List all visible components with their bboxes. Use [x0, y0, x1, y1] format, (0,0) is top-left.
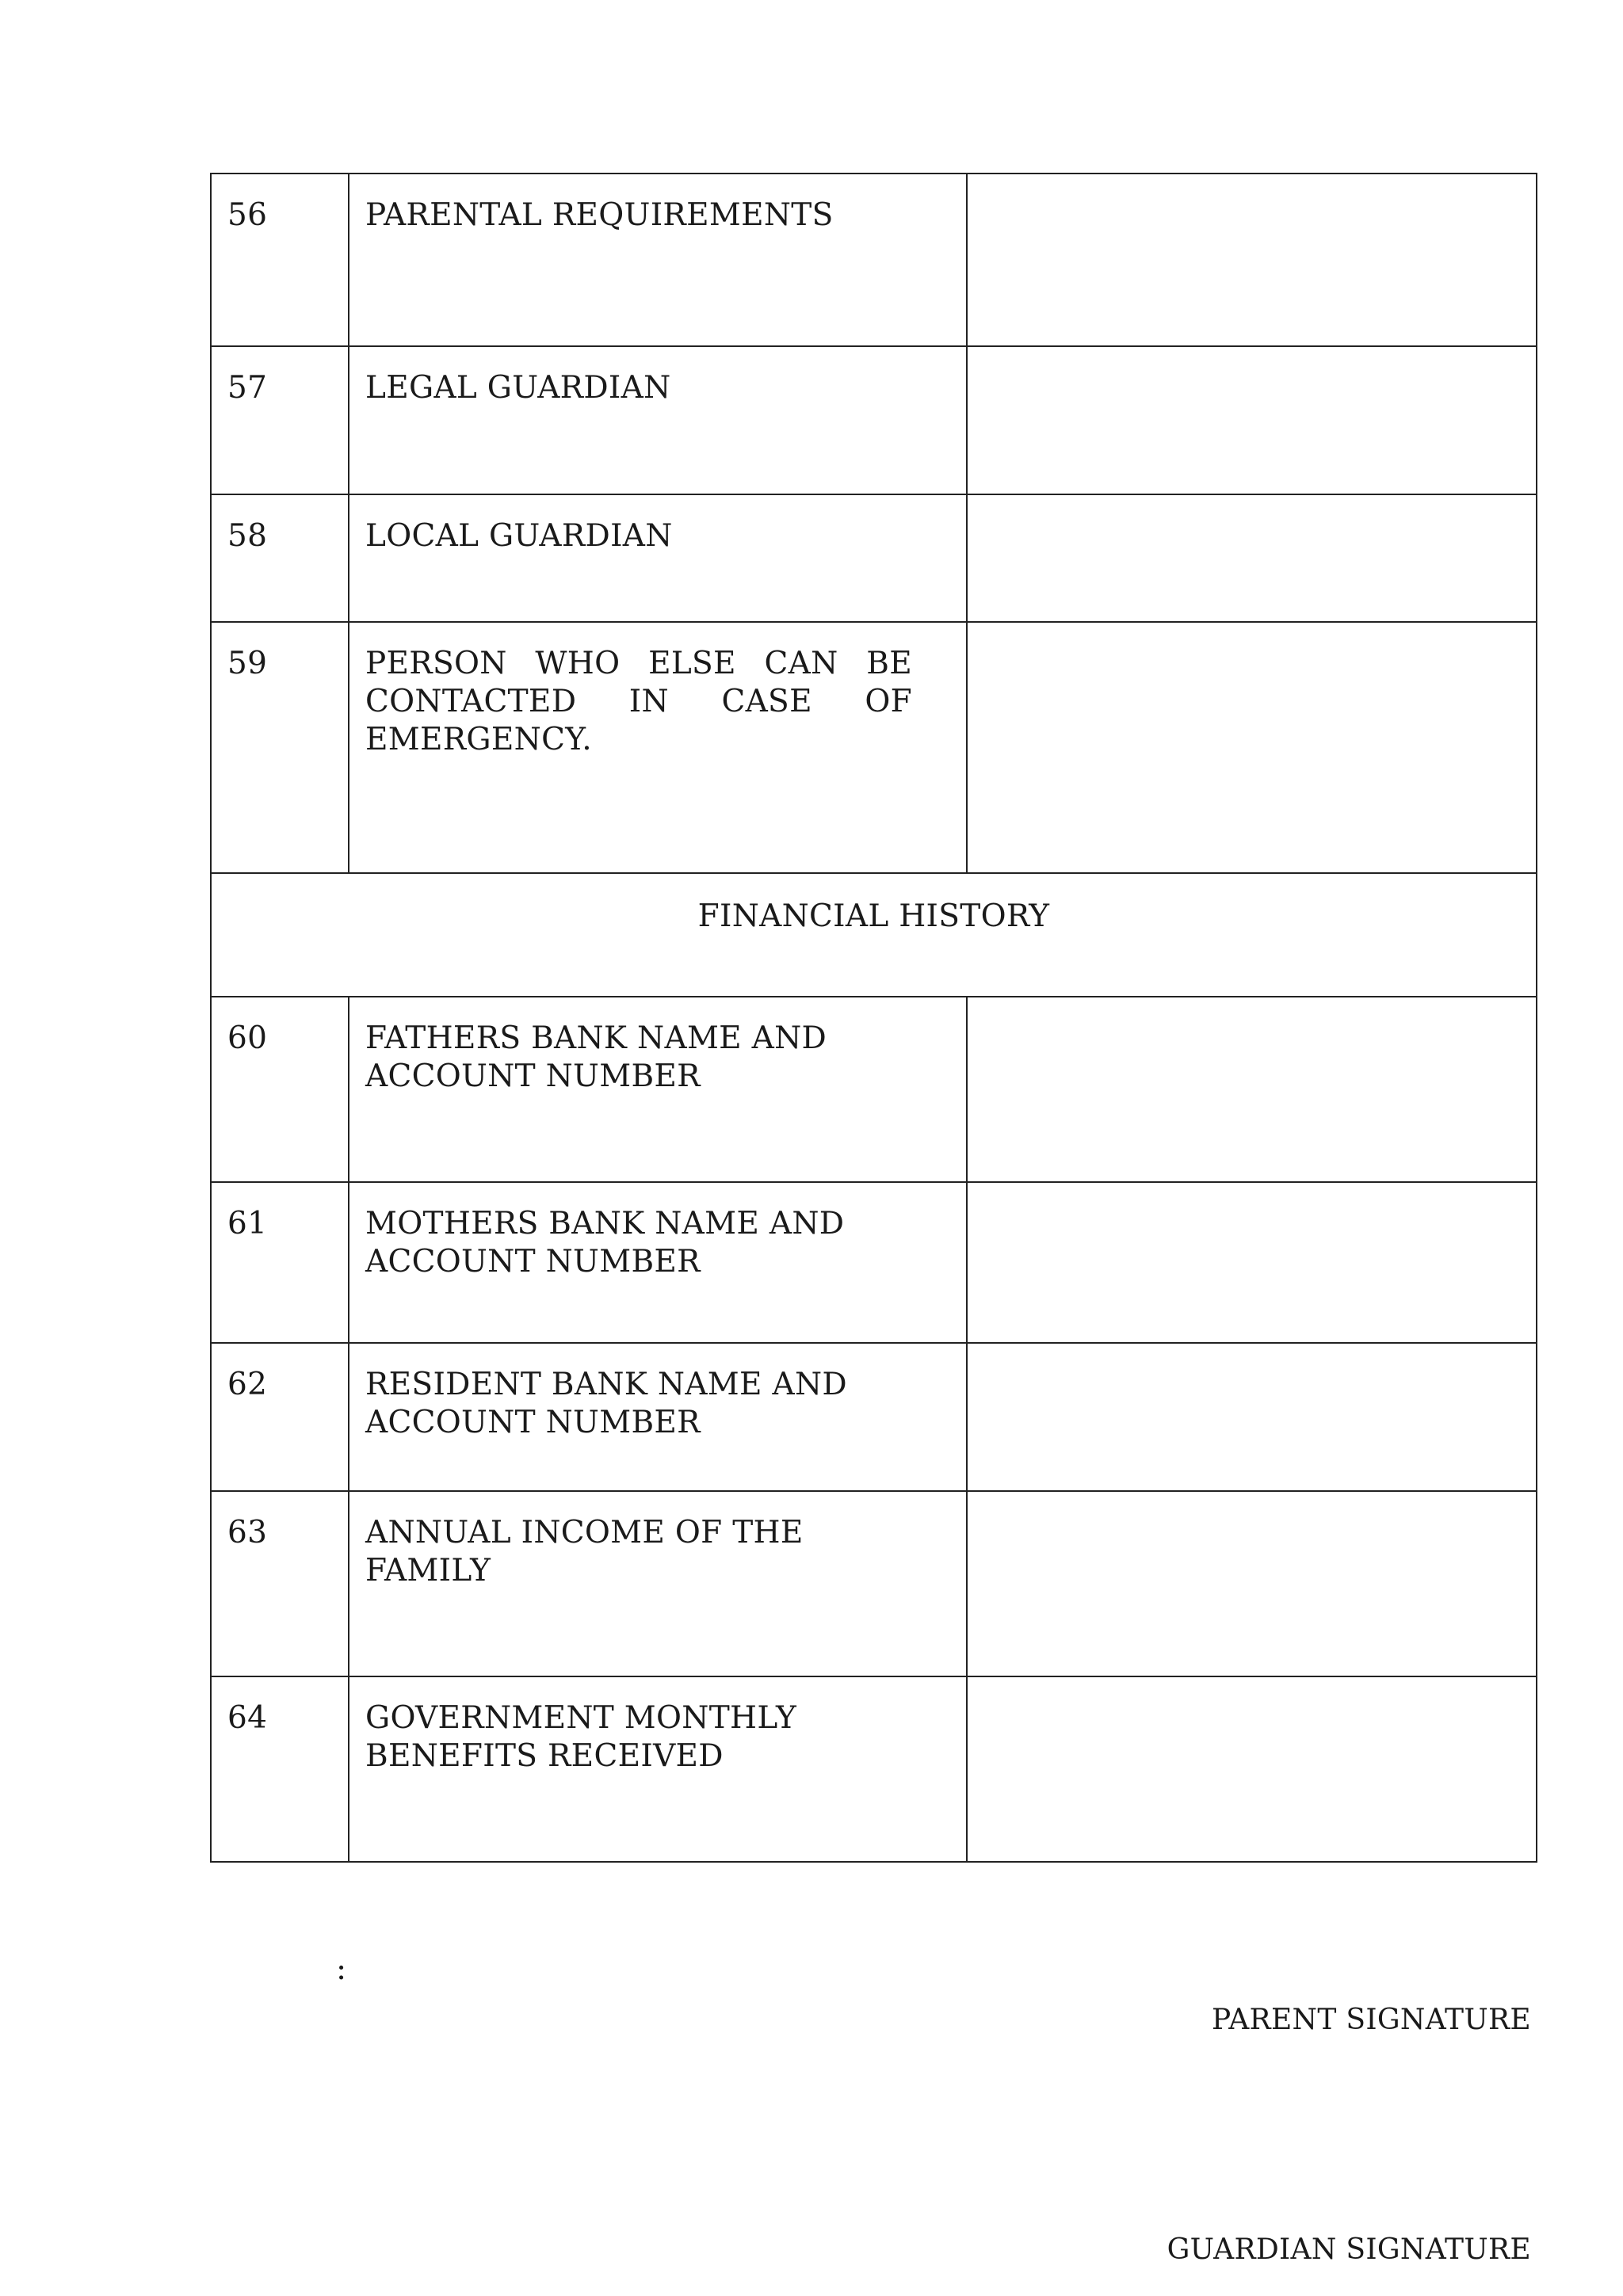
- row-label: LEGAL GUARDIAN: [349, 346, 967, 494]
- guardian-signature-label: GUARDIAN SIGNATURE: [1167, 2233, 1531, 2266]
- row-value-field[interactable]: [967, 346, 1537, 494]
- row-value-field[interactable]: [967, 174, 1537, 346]
- row-number: 59: [211, 622, 349, 873]
- row-number: 60: [211, 997, 349, 1182]
- section-heading: FINANCIAL HISTORY: [211, 873, 1537, 997]
- row-number: 61: [211, 1182, 349, 1343]
- row-label: MOTHERS BANK NAME AND ACCOUNT NUMBER: [349, 1182, 967, 1343]
- row-number: 62: [211, 1343, 349, 1491]
- row-label: PERSON WHO ELSE CAN BE CONTACTED IN CASE OF EMERGENCY.: [349, 622, 967, 873]
- row-value-field[interactable]: [967, 1182, 1537, 1343]
- parent-signature-label: PARENT SIGNATURE: [1212, 2004, 1531, 2036]
- row-value-field[interactable]: [967, 494, 1537, 622]
- table-row: [211, 997, 1537, 1182]
- table-row: [211, 1182, 1537, 1343]
- row-number: 63: [211, 1491, 349, 1676]
- table-row: [211, 622, 1537, 873]
- colon-mark: :: [336, 1951, 347, 1987]
- row-number: 58: [211, 494, 349, 622]
- row-label: ANNUAL INCOME OF THE FAMILY: [349, 1491, 967, 1676]
- row-label: GOVERNMENT MONTHLY BENEFITS RECEIVED: [349, 1676, 967, 1862]
- row-value-field[interactable]: [967, 1343, 1537, 1491]
- row-value-field[interactable]: [967, 622, 1537, 873]
- table-row: [211, 1676, 1537, 1862]
- section-heading-row: [211, 873, 1537, 997]
- row-number: 57: [211, 346, 349, 494]
- table-row: [211, 174, 1537, 346]
- row-label: FATHERS BANK NAME AND ACCOUNT NUMBER: [349, 997, 967, 1182]
- table-row: [211, 1343, 1537, 1491]
- row-number: 56: [211, 174, 349, 346]
- row-number: 64: [211, 1676, 349, 1862]
- row-value-field[interactable]: [967, 1491, 1537, 1676]
- row-value-field[interactable]: [967, 997, 1537, 1182]
- form-table: [210, 173, 1537, 1863]
- table-row: [211, 1491, 1537, 1676]
- table-row: [211, 494, 1537, 622]
- row-label: RESIDENT BANK NAME AND ACCOUNT NUMBER: [349, 1343, 967, 1491]
- row-label: PARENTAL REQUIREMENTS: [349, 174, 967, 346]
- row-label: LOCAL GUARDIAN: [349, 494, 967, 622]
- row-value-field[interactable]: [967, 1676, 1537, 1862]
- table-row: [211, 346, 1537, 494]
